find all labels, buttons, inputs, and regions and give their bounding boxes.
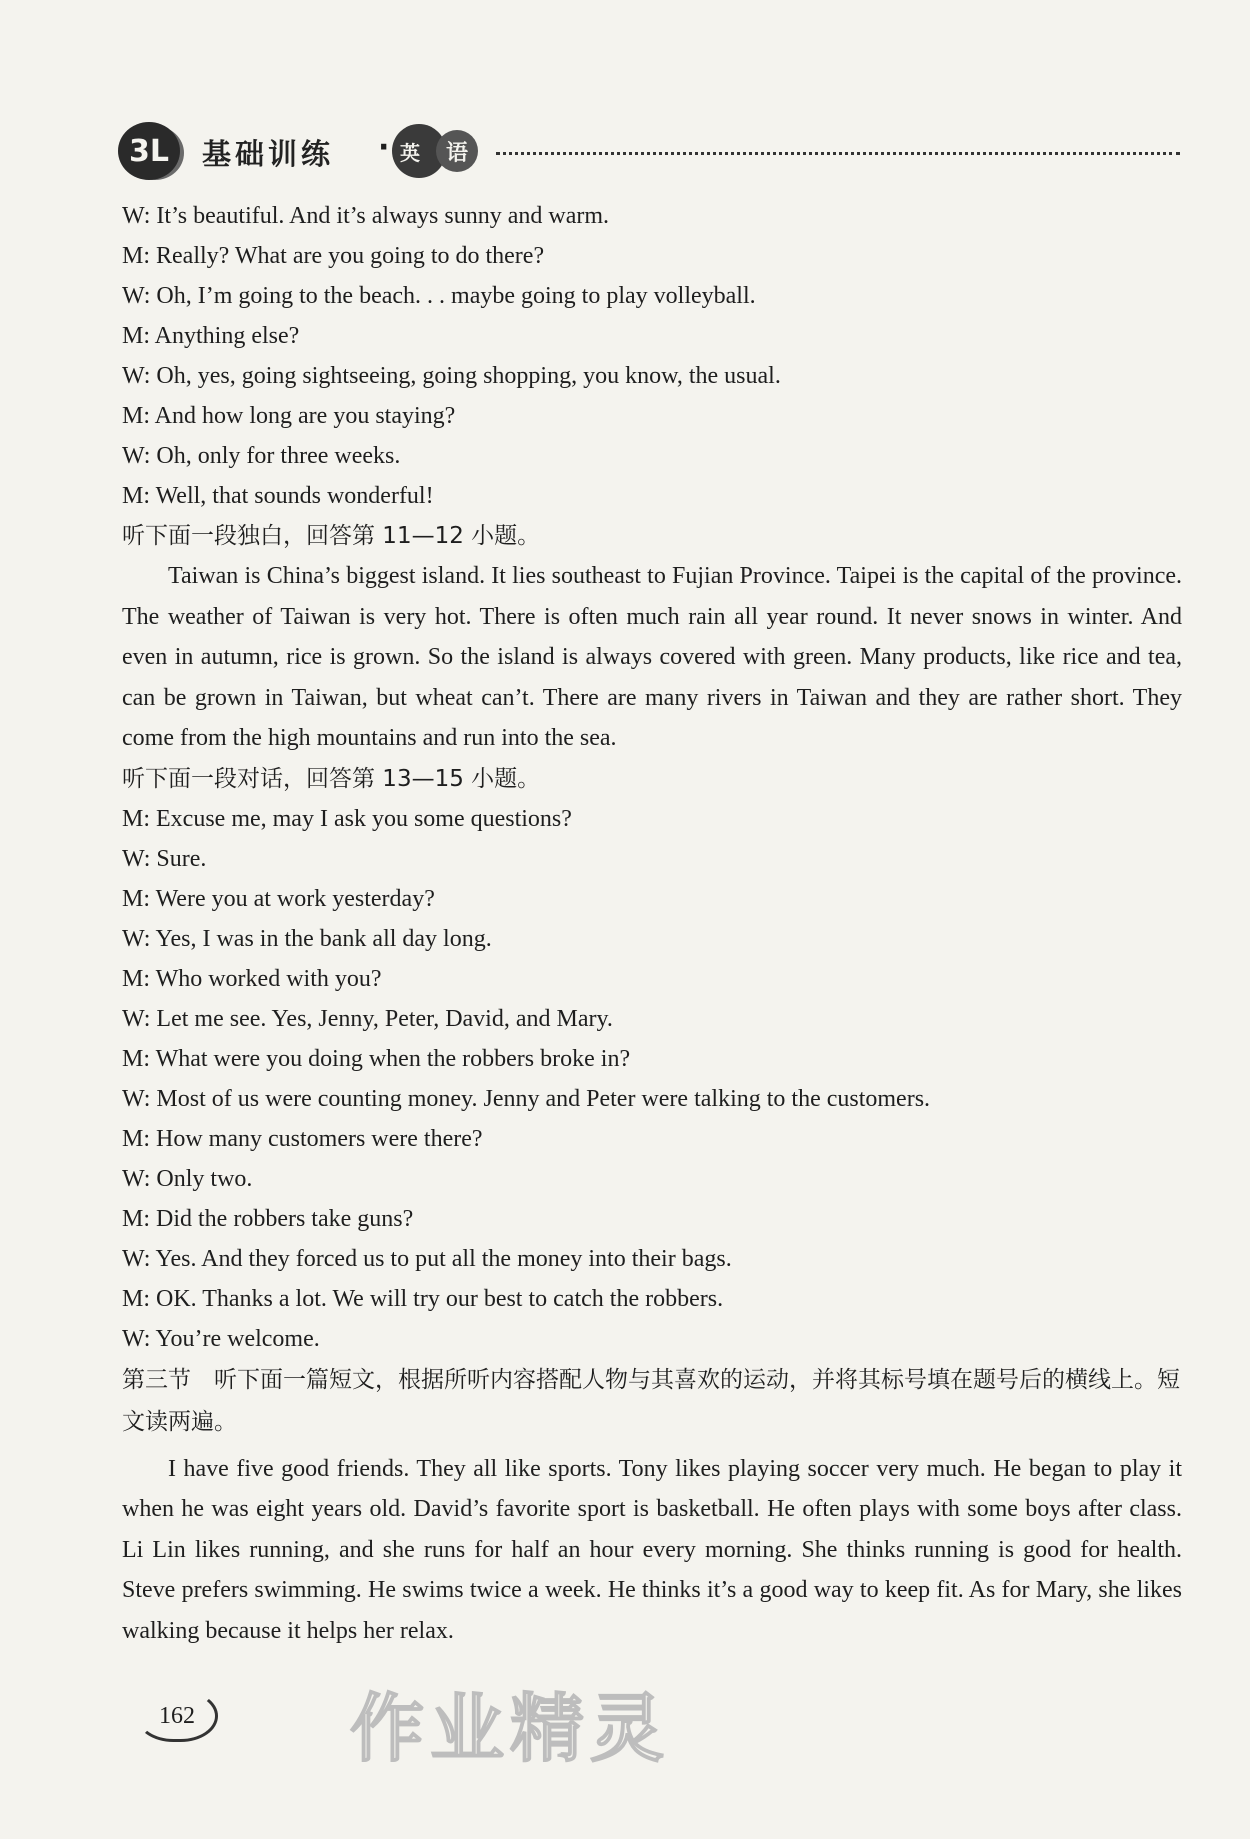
dialogue-1 <box>122 196 1182 516</box>
section-3-instruction: 第三节 听下面一篇短文，根据所听内容搭配人物与其喜欢的运动，并将其标号填在题号后的横线上。短文读两遍。 <box>122 1366 1180 1435</box>
page-content <box>122 196 1182 1651</box>
dialogue-line: W: Most of us were counting money. Jenny and Peter were talking to the customers. <box>122 1085 931 1112</box>
watermark-text: 作业精灵 <box>350 1686 670 1772</box>
dialogue-line: M: Who worked with you? <box>122 965 382 992</box>
dialogue-2-instruction: 听下面一段对话，回答第 13—15 小题。 <box>122 765 541 792</box>
book-title: 基础训练 <box>202 137 335 171</box>
dialogue-line: M: How many customers were there? <box>122 1125 483 1152</box>
dialogue-line: W: Sure. <box>122 845 207 872</box>
title-separator: · <box>378 130 390 165</box>
dialogue-line: M: What were you doing when the robbers broke in? <box>122 1045 631 1072</box>
passage-paragraph: I have five good friends. They all like sports. Tony likes playing soccer very much. He began to play it when he was eight years old. David’s favorite sport is basketball. He often plays with some boys after class. Li Lin likes running, and she runs for half an hour every morning. She thinks running is good for health. Steve prefers swimming. He swims twice a week. He thinks it’s a good way to keep fit. As for Mary, she likes walking because it helps her relax. <box>122 1455 1182 1644</box>
dialogue-2 <box>122 799 1182 1359</box>
dialogue-line: M: Well, that sounds wonderful! <box>122 483 434 509</box>
dialogue-line: W: It’s beautiful. And it’s always sunny and warm. <box>122 203 610 229</box>
dialogue-line: W: Oh, yes, going sightseeing, going shopping, you know, the usual. <box>122 363 781 389</box>
monologue-instruction: 听下面一段独白，回答第 11—12 小题。 <box>122 523 541 549</box>
dialogue-line: W: You’re welcome. <box>122 1325 320 1352</box>
series-logo: 3L <box>118 122 180 180</box>
dialogue-line: M: Really? What are you going to do there? <box>122 243 545 269</box>
subject-char-1: 英 <box>400 141 420 165</box>
dialogue-line: M: OK. Thanks a lot. We will try our best to catch the robbers. <box>122 1285 724 1312</box>
dialogue-line: M: Were you at work yesterday? <box>122 885 435 912</box>
subject-char-2: 语 <box>436 130 478 172</box>
page-number: 162 <box>136 1690 218 1742</box>
dialogue-line: M: Did the robbers take guns? <box>122 1205 414 1232</box>
dialogue-line: W: Yes, I was in the bank all day long. <box>122 925 492 952</box>
header-dotted-rule <box>496 152 1180 155</box>
dialogue-line: M: Anything else? <box>122 323 300 349</box>
dialogue-line: M: And how long are you staying? <box>122 403 456 429</box>
dialogue-line: W: Only two. <box>122 1165 253 1192</box>
dialogue-line: W: Let me see. Yes, Jenny, Peter, David, and Mary. <box>122 1005 613 1032</box>
dialogue-line: W: Oh, I’m going to the beach. . . maybe going to play volleyball. <box>122 283 756 309</box>
dialogue-line: W: Oh, only for three weeks. <box>122 443 401 469</box>
dialogue-line: W: Yes. And they forced us to put all the money into their bags. <box>122 1245 732 1272</box>
page-header <box>118 118 1180 188</box>
dialogue-line: M: Excuse me, may I ask you some questions? <box>122 805 572 832</box>
monologue-paragraph: Taiwan is China’s biggest island. It lies southeast to Fujian Province. Taipei is the capital of the province. The weather of Taiwan is very hot. There is often much rain all year round. It never snows in winter. And even in autumn, rice is grown. So the island is always covered with green. Many products, like rice and tea, can be grown in Taiwan, but wheat can’t. There are many rivers in Taiwan and they are rather short. They come from the high mountains and run into the sea. <box>122 563 1182 751</box>
